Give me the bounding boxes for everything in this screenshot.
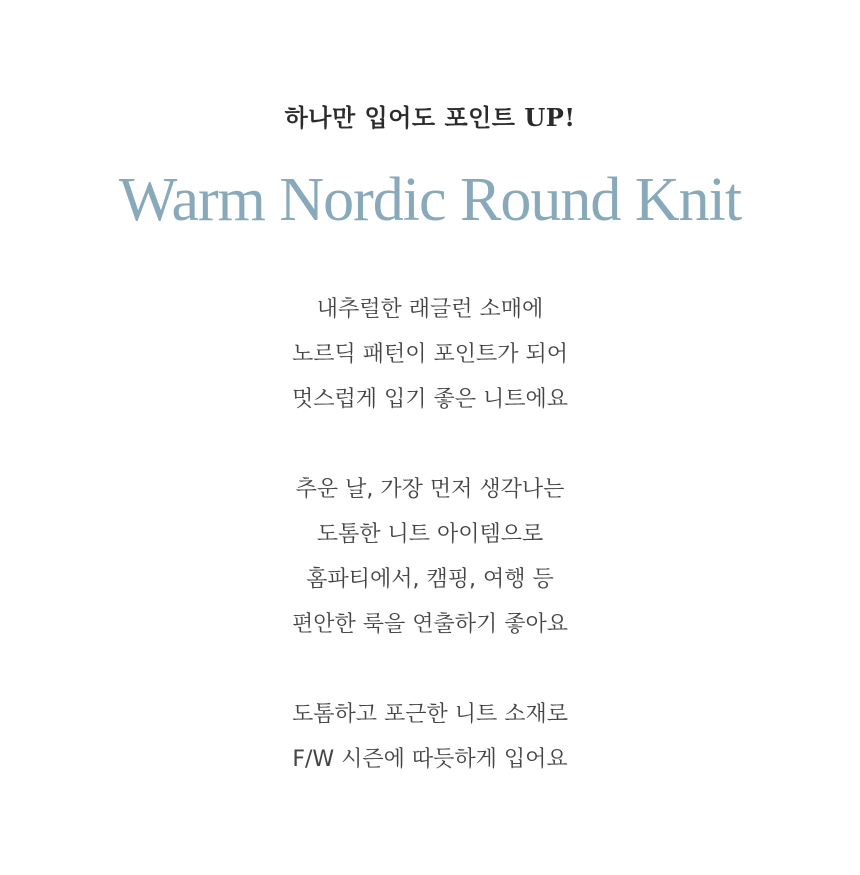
- description-line: 편안한 룩을 연출하기 좋아요: [291, 612, 568, 637]
- description-line: F/W 시즌에 따듯하게 입어요: [292, 747, 568, 772]
- description-line: 홈파티에서, 캠핑, 여행 등: [306, 567, 554, 592]
- description-paragraph: [0, 467, 860, 647]
- description-line: 도톰하고 포근한 니트 소재로: [291, 702, 568, 727]
- description-body: [0, 287, 860, 782]
- product-title: Warm Nordic Round Knit: [118, 166, 742, 234]
- description-line: 도톰한 니트 아이템으로: [316, 522, 544, 547]
- description-line: 멋스럽게 입기 좋은 니트에요: [291, 387, 568, 412]
- description-line: 추운 날, 가장 먼저 생각나는: [295, 477, 565, 502]
- description-line: 노르딕 패턴이 포인트가 되어: [291, 342, 568, 367]
- subtitle: 하나만 입어도 포인트 UP!: [284, 103, 576, 132]
- description-paragraph: [0, 692, 860, 782]
- description-paragraph: [0, 287, 860, 422]
- description-line: 내추럴한 래글런 소매에: [316, 297, 544, 322]
